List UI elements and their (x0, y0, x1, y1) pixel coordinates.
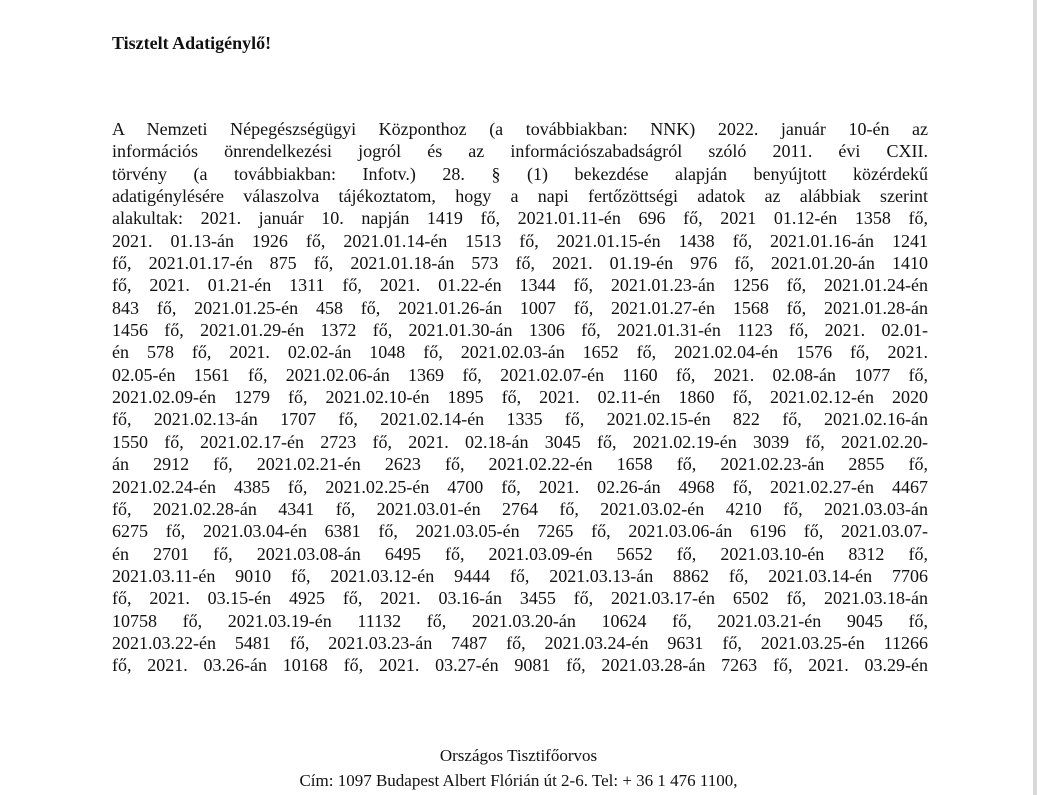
header-rule (110, 0, 500, 5)
body-line: 2021. 01.13-án 1926 fő, 2021.01.14-én 1513 fő, 2021.01.15-én 1438 fő, 2021.01.16-án 1241 (112, 230, 928, 251)
body-line: 02.05-én 1561 fő, 2021.02.06-án 1369 fő, 2021.02.07-én 1160 fő, 2021. 02.08-án 1077 fő, (112, 364, 928, 385)
body-line: 10758 fő, 2021.03.19-én 11132 fő, 2021.03.20-án 10624 fő, 2021.03.21-én 9045 fő, (112, 610, 928, 631)
body-line: fő, 2021. 03.15-én 4925 fő, 2021. 03.16-án 3455 fő, 2021.03.17-én 6502 fő, 2021.03.18-án (112, 588, 928, 609)
body-line: 6275 fő, 2021.03.04-én 6381 fő, 2021.03.05-én 7265 fő, 2021.03.06-án 6196 fő, 2021.03.07- (112, 521, 928, 542)
body-line: alakultak: 2021. január 10. napján 1419 fő, 2021.01.11-én 696 fő, 2021 01.12-én 1358 fő, (112, 208, 928, 229)
footer-address: Cím: 1097 Budapest Albert Flórián út 2-6. Tel: + 36 1 476 1100, (299, 771, 738, 790)
footer-office: Országos Tisztifőorvos (439, 746, 598, 765)
body-line: információs önrendelkezési jogról és az információszabadságról szóló 2011. évi CXII. (112, 141, 928, 162)
body-line: A Nemzeti Népegészségügyi Központhoz (a továbbiakban: NNK) 2022. január 10-én az (112, 119, 928, 139)
body-line: fő, 2021. 01.21-én 1311 fő, 2021. 01.22-én 1344 fő, 2021.01.23-án 1256 fő, 2021.01.24-én (112, 275, 928, 296)
body-line: 2021.02.24-én 4385 fő, 2021.02.25-én 4700 fő, 2021. 02.26-án 4968 fő, 2021.02.27-én 4467 (112, 476, 928, 497)
body-line: án 2912 fő, 2021.02.21-én 2623 fő, 2021.02.22-én 1658 fő, 2021.02.23-án 2855 fő, (112, 454, 928, 475)
body-line: fő, 2021.02.13-án 1707 fő, 2021.02.14-én 1335 fő, 2021.02.15-én 822 fő, 2021.02.16-án (112, 409, 928, 430)
body-line: 1456 fő, 2021.01.29-én 1372 fő, 2021.01.30-án 1306 fő, 2021.01.31-én 1123 fő, 2021. 02.01- (112, 320, 928, 341)
body-line: én 578 fő, 2021. 02.02-án 1048 fő, 2021.02.03-án 1652 fő, 2021.02.04-én 1576 fő, 2021. (112, 342, 928, 363)
body-line: fő, 2021.01.17-én 875 fő, 2021.01.18-án 573 fő, 2021. 01.19-én 976 fő, 2021.01.20-án 1410 (112, 253, 928, 274)
body-line: én 2701 fő, 2021.03.08-án 6495 fő, 2021.03.09-én 5652 fő, 2021.03.10-én 8312 fő, (112, 543, 928, 564)
body-line: 2021.03.11-én 9010 fő, 2021.03.12-én 9444 fő, 2021.03.13-án 8862 fő, 2021.03.14-én 7706 (112, 565, 928, 586)
body-line: 1550 fő, 2021.02.17-én 2723 fő, 2021. 02.18-án 3045 fő, 2021.02.19-én 3039 fő, 2021.02.20- (112, 431, 928, 452)
body-line: 843 fő, 2021.01.25-én 458 fő, 2021.01.26-án 1007 fő, 2021.01.27-én 1568 fő, 2021.01.28-án (112, 297, 928, 318)
page-edge (1033, 0, 1037, 795)
letter-footer (0, 743, 1037, 793)
salutation: Tisztelt Adatigénylő! (112, 33, 272, 53)
letter-body (112, 118, 928, 677)
body-line: fő, 2021.02.28-án 4341 fő, 2021.03.01-én 2764 fő, 2021.03.02-én 4210 fő, 2021.03.03-án (112, 498, 928, 519)
body-line: adatigénylésére válaszolva tájékoztatom, hogy a napi fertőzöttségi adatok az alábbiak szerint (112, 186, 928, 207)
body-line: fő, 2021. 03.26-án 10168 fő, 2021. 03.27-én 9081 fő, 2021.03.28-án 7263 fő, 2021. 03.29-én (112, 655, 928, 676)
body-line: törvény (a továbbiakban: Infotv.) 28. § (1) bekezdése alapján benyújtott közérdekű (112, 163, 928, 184)
body-line: 2021.03.22-én 5481 fő, 2021.03.23-án 7487 fő, 2021.03.24-én 9631 fő, 2021.03.25-én 11266 (112, 632, 928, 653)
body-line: 2021.02.09-én 1279 fő, 2021.02.10-én 1895 fő, 2021. 02.11-én 1860 fő, 2021.02.12-én 2020 (112, 387, 928, 408)
